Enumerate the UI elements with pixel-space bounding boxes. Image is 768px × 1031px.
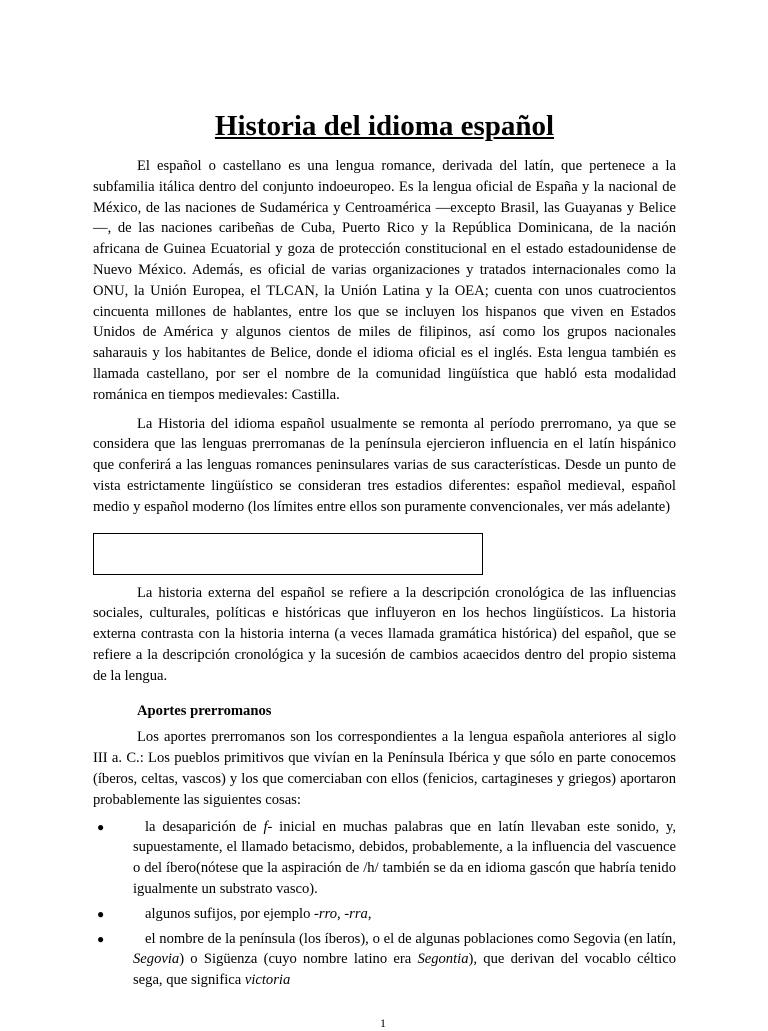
empty-text-box — [93, 533, 483, 575]
bullet-list — [93, 817, 676, 991]
bullet-text: la desaparición de f- inicial en muchas palabras que en latín llevaban este sonido, y, supuestamente, el llamado betacismo, debidos, probablemente, a la influencia del vascuence o del íbero(nótese que la aspiración de /h/ también se da en idioma gascón que habría tenido igualmente un substrato vasco). — [133, 818, 676, 897]
document-title: Historia del idioma español — [214, 110, 555, 142]
section-intro: Los aportes prerromanos son los correspondientes a la lengua española anteriores al siglo III a. C.: Los pueblos primitivos que vivían en la Península Ibérica y que sólo en parte conocemos (íberos, celtas, vascos) y los que comerciaban con ellos (fenicios, cartagineses y griegos) aportaron probablemente las siguientes cosas: — [93, 729, 676, 808]
list-item — [93, 929, 676, 991]
paragraph-history: La Historia del idioma español usualmente se remonta al período prerromano, ya que se considera que las lenguas prerromanas de la península ejercieron influencia en el latín hispánico que conferirá a las lenguas romances peninsulares varias de sus características. Desde un punto de vista estrictamente lingüístico se consideran tres estadios diferentes: español medieval, español medio y español moderno (los límites entre ellos son puramente convencionales, ver más adelante) — [93, 415, 676, 515]
list-item — [93, 817, 676, 900]
list-item — [93, 904, 676, 925]
paragraph-external-history: La historia externa del español se refiere a la descripción cronológica de las influencias sociales, culturales, políticas e históricas que influyeron en los hechos lingüísticos. La historia externa contrasta con la historia interna (a veces llamada gramática histórica) del español, que se refiere a la descripción cronológica y la sucesión de cambios acaecidos dentro del propio sistema de la lengua. — [93, 584, 676, 684]
bullet-text: algunos sufijos, por ejemplo -rro, -rra, — [145, 905, 372, 922]
page-number: 1 — [380, 1016, 386, 1030]
paragraph-intro: El español o castellano es una lengua romance, derivada del latín, que pertenece a la subfamilia itálica dentro del conjunto indoeuropeo. Es la lengua oficial de España y la nacional de México, de las naciones de Sudamérica y Centroamérica —excepto Brasil, las Guayanas y Belice—, de las naciones caribeñas de Cuba, Puerto Rico y la República Dominicana, de la nación africana de Guinea Ecuatorial y goza de protección constitucional en el estado estadounidense de Nuevo México. Además, es oficial de varias organizaciones y tratados internacionales como la ONU, la Unión Europea, el TLCAN, la Unión Latina y la OEA; cuenta con unos cuatrocientos cincuenta millones de hablantes, entre los que se incluyen los hispanos que viven en Estados Unidos de América y algunos cientos de miles de filipinos, así como los grupos nacionales saharauis y los habitantes de Belice, donde el idioma oficial es el inglés. Esta lengua también es llamada castellano, por ser el nombre de la comunidad lingüística que habló esta modalidad románica en tiempos medievales: Castilla. — [93, 158, 676, 403]
bullet-icon: ● — [97, 819, 105, 834]
bullet-icon: ● — [97, 931, 105, 946]
bullet-text: el nombre de la península (los íberos), o el de algunas poblaciones como Segovia (en latín, Segovia) o Sigüenza (cuyo nombre latino era Segontia), que derivan del vocablo céltico sega, que significa victoria — [133, 930, 676, 989]
section-heading: Aportes prerromanos — [137, 702, 272, 719]
bullet-icon: ● — [97, 906, 105, 921]
